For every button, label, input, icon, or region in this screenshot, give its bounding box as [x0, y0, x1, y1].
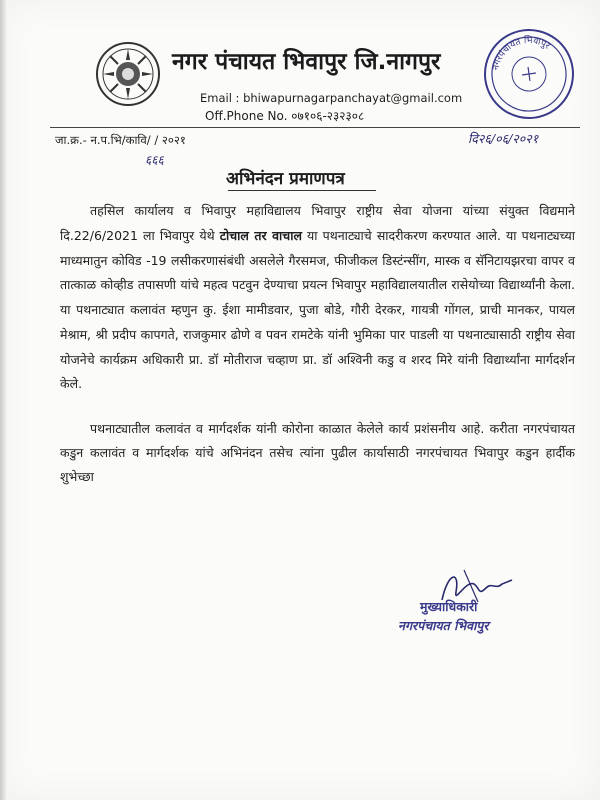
heading-underline [228, 190, 376, 191]
office-email: Email : bhiwapurnagarpanchayat@gmail.com [200, 91, 463, 105]
svg-text:नगरपंचायत भिवापुर: नगरपंचायत भिवापुर [491, 35, 552, 72]
municipal-emblem-icon [94, 40, 162, 108]
scan-edge-shadow [0, 0, 8, 800]
reference-sub-number: ६६६ [145, 153, 164, 167]
reference-year: / २०२१ [154, 133, 186, 147]
signatory-designation: मुख्याधिकारी [420, 599, 478, 614]
reference-prefix: जा.क्र.- न.प.भि/कावि/ [55, 133, 151, 147]
p1-text-a: तहसिल कार्यालय व भिवापुर महाविद्यालय भिवापुर राष्ट्रीय सेवा योजना यांच्या संयुक्त विद्यमाने दि.22/6/2021 ला भिवापुर येथे [60, 203, 575, 243]
p1-text-b: या पथनाट्याचे सादरीकरण करण्यात आले. या पथनाट्यच्या माध्यमातुन कोविड -19 लसीकरणासंबंधी असलेले गैरसमज, फीजीकल डिस्टंन्सींग, मास्क व सॅनिटायझरचा वापर व तात्काळ कोव्हीड तपासणी यांचे महत्व पटवुन देण्याचा प्रयत्न भिवापुर महाविद्यालयातील रासेयोच्या विद्यार्थ्यांनी केला. या पथनाट्यात कलावंत म्हणुन कु. ईशा मामीडवार, पुजा बोडे, गौरी देरकर, गायत्री गोंगल, प्राची मानकर, पायल मेश्राम, श्री प्रदीप कापगते, राजकुमार ढोणे व पवन रामटेके यांनी भुमिका पार पाडली या पथनाट्यासाठी राष्ट्रीय सेवा योजनेचे कार्यक्रम अधिकारी प्रा. डॉ मोतीराज चव्हाण प्रा. डॉ अश्विनी कडु व शरद मिरे यांनी विद्यार्थ्यांना मार्गदर्शन केले. [60, 227, 575, 392]
signatory-office: नगरपंचायत भिवापुर [398, 618, 489, 633]
document-date: दि२६/०६/२०२१ [468, 131, 539, 146]
p1-play-title: टोचाल तर वाचाल [219, 227, 302, 243]
office-title: नगर पंचायत भिवापुर जि.नागपुर [172, 49, 441, 75]
reference-number [55, 133, 186, 148]
certificate-body [60, 199, 575, 488]
certificate-heading: अभिनंदन प्रमाणपत्र [226, 169, 345, 189]
body-paragraph-1 [60, 199, 575, 397]
body-paragraph-2: पथनाट्यातील कलावंत व मार्गदर्शक यांनी कोरोना काळात केलेले कार्य प्रशंसनीय आहे. करीता नगरपंचायत कडुन कलावंत व मार्गदर्शक यांचे अभिनंदन तसेच त्यांना पुढील कार्यासाठी नगरपंचायत भिवापुर कडुन हार्दीक शुभेच्छा [60, 421, 575, 484]
office-phone: Off.Phone No. ०७१०६-२३२३०८ [205, 109, 365, 123]
office-stamp-icon [474, 19, 585, 130]
header-divider [50, 127, 580, 128]
